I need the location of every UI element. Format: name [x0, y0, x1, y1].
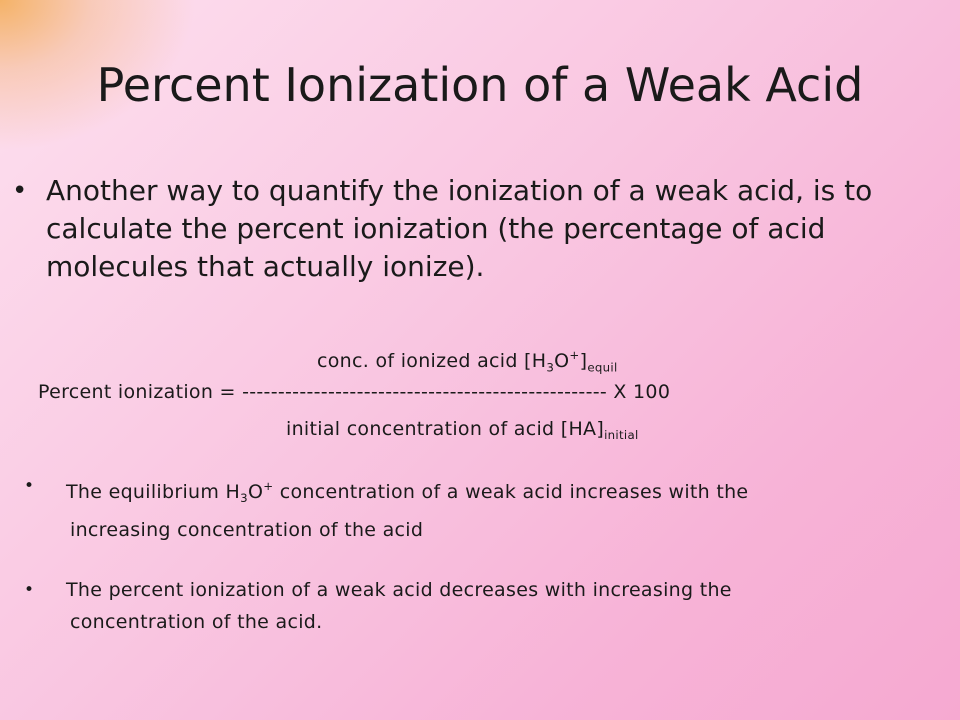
- formula-lhs: Percent ionization =: [38, 381, 236, 403]
- bullet-marker: •: [12, 176, 28, 206]
- equilibrium-line2: increasing concentration of the acid: [70, 519, 424, 542]
- equilibrium-bullet: [24, 470, 946, 546]
- percent-ionization-bullet: [24, 574, 946, 638]
- intro-bullet: [12, 172, 946, 286]
- intro-text: Another way to quantify the ionization of a weak acid, is to calculate the percent ionization (the percentage of acid molecules that actually ionize).: [46, 174, 873, 283]
- percent-line2: concentration of the acid.: [70, 611, 323, 633]
- percent-line1: The percent ionization of a weak acid decreases with increasing the: [66, 579, 732, 601]
- slide-title: Percent Ionization of a Weak Acid: [96, 58, 864, 112]
- equilibrium-line1: The equilibrium $H_3O^+$ concentration of a weak acid increases with the: [66, 479, 749, 506]
- formula-main-line: [38, 380, 670, 404]
- bullet-marker: •: [24, 476, 35, 496]
- formula-multiplier: X 100: [613, 381, 671, 403]
- formula-denominator: initial concentration of acid $[HA]_{initial}$: [286, 418, 639, 443]
- formula-numerator: conc. of ionized acid $[H_3O^+]_{equil}$: [317, 348, 618, 375]
- fraction-bar: ---------------------------------------------------: [242, 381, 608, 403]
- bullet-marker: •: [24, 580, 35, 600]
